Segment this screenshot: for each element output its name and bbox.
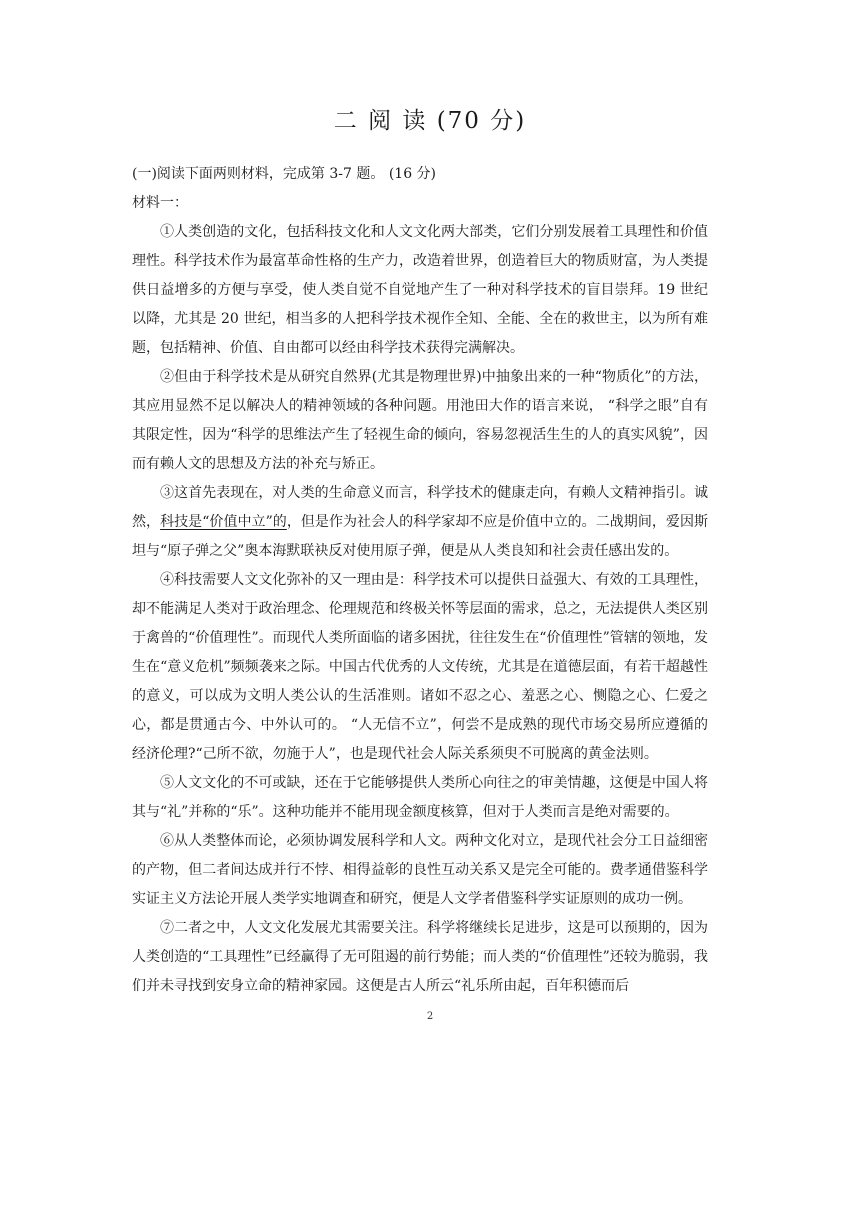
paragraph-1: ①人类创造的文化，包括科技文化和人文文化两大部类，它们分别发展着工具理性和价值理性。科学技术作为最富革命性格的生产力，改造着世界，创造着巨大的物质财富，为人类提供日益增多的方便与享受，使人类自觉不自觉地产生了一种对科学技术的盲目崇拜。19 世纪以降，尤其是 20 世纪，相当多的人把科学技术视作全知、全能、全在的救世主，以为所有难题，包括精神、价值、自由都可以经由科学技术获得完满解决。 <box>132 224 708 356</box>
paragraph-3 <box>132 479 708 566</box>
underlined-phrase: 科技是“价值中立”的 <box>160 514 287 530</box>
paragraph-3-start: ③这首先表现在，对人类的生命意义而言，科学技术的健康走向，有赖人文精神指引。诚然， <box>132 485 708 530</box>
paragraph-4: ④科技需要人文文化弥补的又一理由是：科学技术可以提供日益强大、有效的工具理性，却不能满足人类对于政治理念、伦理规范和终极关怀等层面的需求，总之，无法提供人类区别于禽兽的“价值理性”。而现代人类所面临的诸多困扰，往往发生在“价值理性”管辖的领地，发生在“意义危机”频频袭来之际。中国古代优秀的人文传统，尤其是在道德层面，有若干超越性的意义，可以成为文明人类公认的生活准则。诸如不忍之心、羞恶之心、恻隐之心、仁爱之心，都是贯通古今、中外认可的。 “人无信不立”，何尝不是成熟的现代市场交易所应遵循的经济伦理?“己所不欲，勿施于人”，也是现代社会人际关系须臾不可脱离的黄金法则。 <box>132 572 708 762</box>
paragraph-3-end: ，但是作为社会人的科学家却不应是价值中立的。二战期间，爱因斯坦与“原子弹之父”奥本海默联袂反对使用原子弹，便是从人类良知和社会责任感出发的。 <box>132 514 709 559</box>
section-title: 二 阅 读 (70 分) <box>333 108 527 134</box>
paragraph-5: ⑤人文文化的不可或缺，还在于它能够提供人类所心向往之的审美情趣，这便是中国人将其与“礼”并称的“乐”。这种功能并不能用现金额度核算，但对于人类而言是绝对需要的。 <box>132 775 708 820</box>
paragraph-7: ⑦二者之中，人文文化发展尤其需要关注。科学将继续长足进步，这是可以预期的，因为人类创造的“工具理性”已经赢得了无可阻遏的前行势能；而人类的“价值理性”还较为脆弱，我们并未寻找到安身立命的精神家园。这便是古人所云“礼乐所由起，百年积德而后 <box>132 920 708 994</box>
paragraph-2: ②但由于科学技术是从研究自然界(尤其是物理世界)中抽象出来的一种“物质化”的方法，其应用显然不足以解决人的精神领域的各种问题。用池田大作的语言来说， “科学之眼”自有其限定性，因为“科学的思维法产生了轻视生命的倾向，容易忽视活生生的人的真实风貌”，因而有赖人文的思想及方法的补充与矫正。 <box>132 369 708 472</box>
question-instruction: (一)阅读下面两则材料，完成第 3-7 题。 (16 分) <box>132 166 437 182</box>
material-label: 材料一： <box>132 195 188 211</box>
reading-content <box>132 160 708 1001</box>
paragraph-6: ⑥从人类整体而论，必须协调发展科学和人文。两种文化对立，是现代社会分工日益细密的产物，但二者间达成并行不悖、相得益彰的良性互动关系又是完全可能的。费孝通借鉴科学实证主义方法论开展人类学实地调查和研究，便是人文学者借鉴科学实证原则的成功一例。 <box>132 833 708 907</box>
page-number: 2 <box>426 1011 434 1022</box>
